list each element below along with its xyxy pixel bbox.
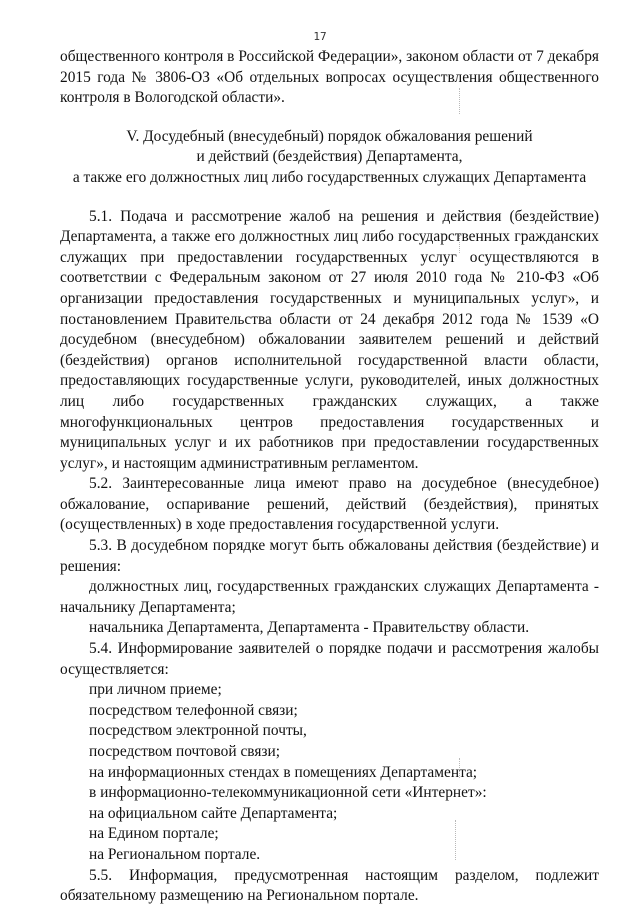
scan-artifact bbox=[455, 820, 457, 860]
heading-line: а также его должностных лиц либо государственных служащих Департамента bbox=[72, 168, 587, 186]
text-line: (бездействия) органов исполнительной государственной власти области, bbox=[60, 351, 599, 369]
scan-artifact bbox=[459, 88, 461, 114]
text-line: контроля в Вологодской области». bbox=[60, 89, 285, 107]
text-line: обжалование, оспаривание решений, действий (бездействия), принятых bbox=[60, 495, 599, 513]
heading-line: V. Досудебный (внесудебный) порядок обжалования решений bbox=[126, 127, 533, 145]
paragraph-5-2 bbox=[60, 474, 599, 536]
scan-artifact bbox=[459, 235, 461, 253]
page-number: 17 bbox=[313, 30, 327, 43]
list-item: начальника Департамента, Департамента - Правительству области. bbox=[89, 619, 530, 637]
paragraph-5-1 bbox=[60, 207, 599, 475]
list-item: при личном приеме; bbox=[89, 681, 222, 699]
list-item: начальнику Департамента; bbox=[60, 598, 236, 616]
list-item: на информационных стендах в помещениях Департамента; bbox=[89, 763, 478, 781]
text-line: досудебном (внесудебном) обжаловании заявителем решений и действий bbox=[60, 331, 599, 349]
list-item: на Едином портале; bbox=[89, 825, 219, 843]
list-item: посредством почтовой связи; bbox=[89, 743, 281, 760]
text-line: 5.3. В досудебном порядке могут быть обжалованы действия (бездействие) и bbox=[89, 537, 599, 555]
document-body bbox=[60, 47, 599, 907]
text-line: решения: bbox=[60, 557, 122, 575]
text-line: 5.1. Подача и рассмотрение жалоб на решения и действия (бездействие) bbox=[89, 207, 599, 225]
text-line: организации предоставления государственных и муниципальных услуг», и bbox=[60, 289, 599, 307]
text-line: (осуществленных) в ходе предоставления государственной услуги. bbox=[60, 516, 500, 534]
text-line: муниципальных услуг и их работников при предоставлении государственных bbox=[60, 434, 599, 452]
list-item: должностных лиц, государственных гражданских служащих Департамента - bbox=[89, 578, 599, 596]
section-heading bbox=[60, 127, 599, 189]
text-line: общественного контроля в Российской Федерации», законом области от 7 декабря bbox=[60, 48, 599, 65]
text-line: 5.5. Информация, предусмотренная настоящим разделом, подлежит bbox=[89, 866, 599, 884]
list-item: посредством телефонной связи; bbox=[89, 701, 298, 719]
text-line: обязательному размещению на Региональном портале. bbox=[60, 887, 419, 905]
text-line: 2015 года № 3806-ОЗ «Об отдельных вопросах осуществления общественного bbox=[60, 68, 599, 86]
text-line: соответствии с Федеральным законом от 27 июля 2010 года № 210-ФЗ «Об bbox=[60, 269, 599, 287]
paragraph-5-3 bbox=[60, 536, 599, 639]
paragraph-5-4 bbox=[60, 639, 599, 866]
intro-paragraph bbox=[60, 47, 599, 109]
scan-artifact bbox=[459, 758, 461, 778]
heading-line: и действий (бездействия) Департамента, bbox=[196, 148, 463, 166]
text-line: предоставляющих государственные услуги, руководителей, иных должностных bbox=[60, 372, 599, 390]
list-item: на Региональном портале. bbox=[89, 845, 261, 863]
text-line: служащих при предоставлении государственных услуг осуществляются в bbox=[60, 248, 599, 266]
text-line: осуществляется: bbox=[60, 660, 169, 678]
text-line: 5.2. Заинтересованные лица имеют право на досудебное (внесудебное) bbox=[89, 475, 599, 493]
text-line: многофункциональных центров предоставления государственных и bbox=[60, 413, 599, 431]
paragraph-5-5 bbox=[60, 866, 599, 907]
text-line: 5.4. Информирование заявителей о порядке подачи и рассмотрения жалобы bbox=[89, 640, 599, 658]
list-item: на официальном сайте Департамента; bbox=[89, 804, 338, 822]
list-item: посредством электронной почты, bbox=[89, 722, 307, 740]
list-item: в информационно-телекоммуникационной сети «Интернет»: bbox=[89, 784, 487, 802]
text-line: Департамента, а также его должностных лиц либо государственных гражданских bbox=[60, 228, 599, 246]
text-line: лиц либо государственных гражданских служащих, а также bbox=[60, 392, 599, 410]
text-line: постановлением Правительства области от 24 декабря 2012 года № 1539 «О bbox=[60, 310, 599, 328]
text-line: услуг», и настоящим административным регламентом. bbox=[60, 454, 419, 472]
